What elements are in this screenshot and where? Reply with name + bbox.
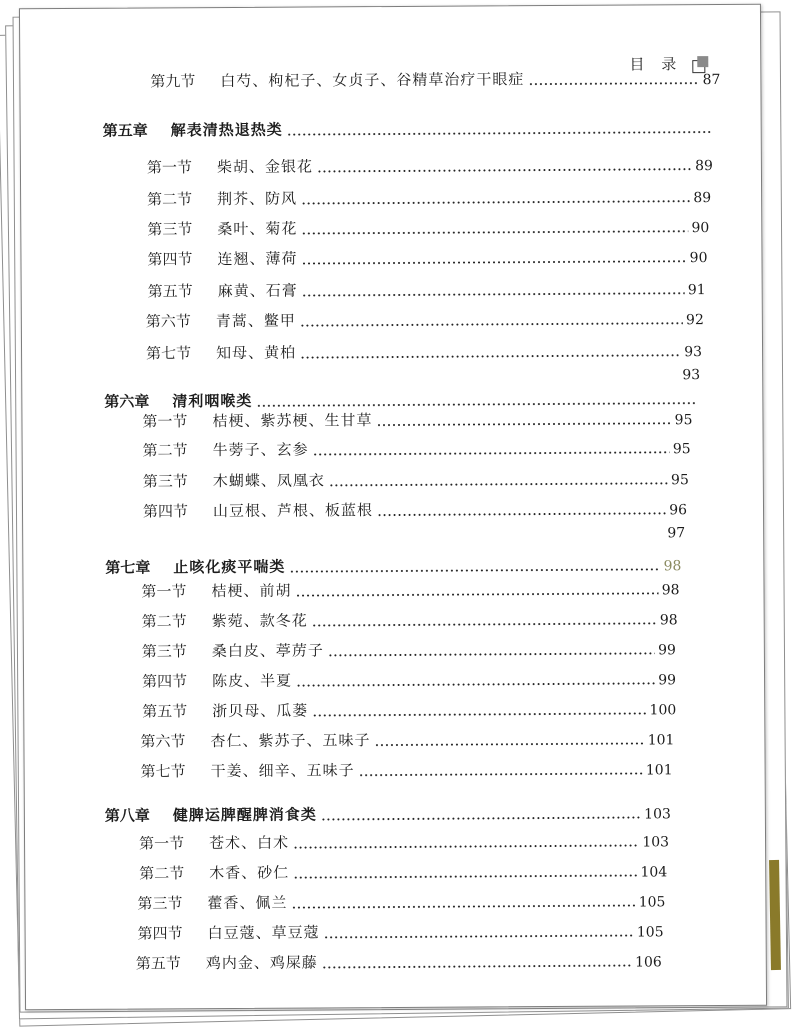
section-number: 第一节 xyxy=(141,582,187,601)
section-number: 第三节 xyxy=(142,472,188,491)
toc-page-number-row xyxy=(323,525,685,543)
page-number: 93 xyxy=(684,344,703,361)
toc-chapter-row xyxy=(105,553,681,578)
section-number: 第一节 xyxy=(138,834,185,853)
section-number: 第一节 xyxy=(142,412,188,431)
section-title: 麻黄、石膏 xyxy=(217,281,298,301)
leader-dots xyxy=(312,622,657,626)
toc-section-row xyxy=(150,67,720,91)
section-title: 木蝴蝶、凤凰衣 xyxy=(212,471,325,491)
section-title: 藿香、佩兰 xyxy=(207,893,288,913)
toc-section-row xyxy=(142,407,692,431)
section-title: 柴胡、金银花 xyxy=(216,157,313,177)
section-number: 第三节 xyxy=(147,220,193,239)
chapter-number: 第八章 xyxy=(104,806,150,825)
section-title: 牛蒡子、玄参 xyxy=(212,440,309,460)
section-title: 鸡内金、鸡屎藤 xyxy=(205,953,318,973)
leader-dots xyxy=(300,322,683,326)
section-title: 荆芥、防风 xyxy=(217,189,298,209)
leader-dots xyxy=(313,451,670,455)
leader-dots xyxy=(293,875,637,879)
section-number: 第二节 xyxy=(147,190,193,209)
section-number: 第二节 xyxy=(142,441,188,460)
page-number: 98 xyxy=(663,558,682,575)
chapter-number: 第五章 xyxy=(102,121,148,140)
page-number: 96 xyxy=(669,502,688,519)
toc-section-row xyxy=(139,829,669,853)
toc-section-row xyxy=(146,307,704,331)
page-number: 100 xyxy=(649,702,677,719)
toc-chapter-row xyxy=(103,116,715,141)
toc-section-row xyxy=(147,215,709,239)
page-number: 92 xyxy=(685,312,704,329)
page-number: 89 xyxy=(695,158,713,175)
page-number: 95 xyxy=(672,441,691,458)
section-number: 第七节 xyxy=(140,762,186,781)
section-title: 桔梗、前胡 xyxy=(211,581,292,601)
page-number: 105 xyxy=(636,924,664,941)
toc-section-row xyxy=(138,919,664,943)
leader-dots xyxy=(296,682,655,686)
leader-dots xyxy=(293,845,639,849)
page-number: 106 xyxy=(635,954,662,971)
page-number: 101 xyxy=(647,732,675,749)
leader-dots xyxy=(377,512,666,516)
toc-section-row xyxy=(142,607,678,631)
section-title: 连翘、薄荷 xyxy=(217,249,298,269)
section-number: 第三节 xyxy=(141,642,187,661)
leader-dots xyxy=(328,652,655,656)
chapter-title: 解表清热退热类 xyxy=(170,120,283,140)
toc-chapter-row xyxy=(105,801,671,825)
page-number: 95 xyxy=(670,472,689,489)
page-number: 99 xyxy=(658,642,676,659)
section-number: 第四节 xyxy=(147,250,193,269)
toc-section-row xyxy=(147,185,711,209)
chapter-title: 清利咽喉类 xyxy=(172,391,253,411)
leader-dots xyxy=(256,402,695,407)
leader-dots xyxy=(300,354,681,358)
toc-section-row xyxy=(148,277,706,301)
leader-dots xyxy=(302,292,685,296)
toc-section-row xyxy=(139,859,667,883)
section-title: 知母、黄柏 xyxy=(216,343,297,363)
leader-dots xyxy=(302,260,687,264)
leader-dots xyxy=(287,131,712,136)
section-title: 山豆根、芦根、板蓝根 xyxy=(212,501,374,521)
section-number: 第六节 xyxy=(140,732,186,751)
page-number: 101 xyxy=(645,762,673,779)
section-number: 第四节 xyxy=(137,924,183,943)
page-number: 93 xyxy=(682,367,701,384)
toc-section-row xyxy=(143,467,689,491)
section-number: 第五节 xyxy=(142,702,188,721)
page-number: 98 xyxy=(661,582,680,599)
section-number: 第五节 xyxy=(135,954,181,973)
toc-section-row xyxy=(141,577,679,601)
section-title: 紫菀、款冬花 xyxy=(211,611,308,631)
leader-dots xyxy=(301,230,688,234)
section-title: 木香、砂仁 xyxy=(209,863,290,883)
toc-section-row xyxy=(136,949,662,973)
leader-dots xyxy=(374,742,644,746)
page-number: 97 xyxy=(667,525,686,542)
page-number: 103 xyxy=(642,834,670,851)
toc-section-row xyxy=(147,245,707,269)
section-title: 苍术、白术 xyxy=(208,833,290,853)
chapter-title: 止咳化痰平喘类 xyxy=(173,557,286,577)
leader-dots xyxy=(377,422,672,426)
page-number: 87 xyxy=(702,71,721,89)
book-cover-edge-olive xyxy=(769,860,781,970)
leader-dots xyxy=(317,168,692,172)
toc-section-row xyxy=(143,497,687,521)
section-title: 桑白皮、葶苈子 xyxy=(211,641,324,661)
toc-section-row xyxy=(140,727,674,751)
chapter-number: 第六章 xyxy=(104,392,150,411)
page-number: 105 xyxy=(638,894,666,911)
toc-section-row xyxy=(142,637,676,661)
page-number: 90 xyxy=(691,220,710,237)
toc-section-row xyxy=(137,889,665,913)
leader-dots xyxy=(329,482,668,486)
leader-dots xyxy=(359,772,643,776)
toc-page-number-row xyxy=(322,367,700,385)
leader-dots xyxy=(324,935,634,939)
section-number: 第四节 xyxy=(142,672,188,691)
toc-section-row xyxy=(142,697,676,721)
section-number: 第四节 xyxy=(142,502,189,521)
chapter-number: 第七章 xyxy=(105,558,151,577)
toc-section-row xyxy=(147,153,713,177)
page-number: 91 xyxy=(687,282,706,299)
page-number: 89 xyxy=(693,190,712,207)
leader-dots xyxy=(291,905,635,909)
chapter-title: 健脾运脾醒脾消食类 xyxy=(172,805,317,825)
section-number: 第五节 xyxy=(147,282,193,301)
page-number: 99 xyxy=(658,672,677,689)
section-number: 第七节 xyxy=(146,344,192,363)
section-title: 杏仁、紫苏子、五味子 xyxy=(210,731,371,751)
section-title: 干姜、细辛、五味子 xyxy=(210,761,355,781)
page-header-title: 目 录 xyxy=(629,55,683,74)
section-title: 青蒿、鳖甲 xyxy=(215,311,296,331)
section-title: 白豆蔻、草豆蔻 xyxy=(207,923,320,943)
toc-section-row xyxy=(141,757,673,781)
toc-section-row xyxy=(146,339,702,363)
leader-dots xyxy=(528,82,699,85)
toc-section-row xyxy=(143,436,691,460)
section-number: 第二节 xyxy=(139,864,185,883)
page-number: 98 xyxy=(659,612,678,629)
leader-dots xyxy=(289,568,660,572)
leader-dots xyxy=(321,816,641,820)
section-title: 白芍、枸杞子、女贞子、谷精草治疗干眼症 xyxy=(220,70,525,91)
section-number: 第二节 xyxy=(141,612,187,631)
leader-dots xyxy=(322,965,632,969)
section-number: 第三节 xyxy=(137,894,183,913)
toc-section-row xyxy=(142,667,676,691)
section-title: 浙贝母、瓜蒌 xyxy=(212,701,309,721)
leader-dots xyxy=(312,712,646,716)
leader-dots xyxy=(296,592,659,596)
page-number: 103 xyxy=(644,806,671,823)
table-of-contents xyxy=(20,5,766,1010)
section-title: 陈皮、半夏 xyxy=(212,671,293,691)
page-number: 104 xyxy=(640,864,668,881)
section-title: 桔梗、紫苏梗、生甘草 xyxy=(212,411,373,431)
section-number: 第六节 xyxy=(145,312,191,331)
page-number: 95 xyxy=(674,412,693,429)
leader-dots xyxy=(301,200,690,204)
toc-page xyxy=(19,4,767,1011)
section-number: 第一节 xyxy=(146,158,192,177)
page-number: 90 xyxy=(689,250,708,267)
section-title: 桑叶、菊花 xyxy=(217,219,298,239)
section-number: 第九节 xyxy=(150,72,196,91)
